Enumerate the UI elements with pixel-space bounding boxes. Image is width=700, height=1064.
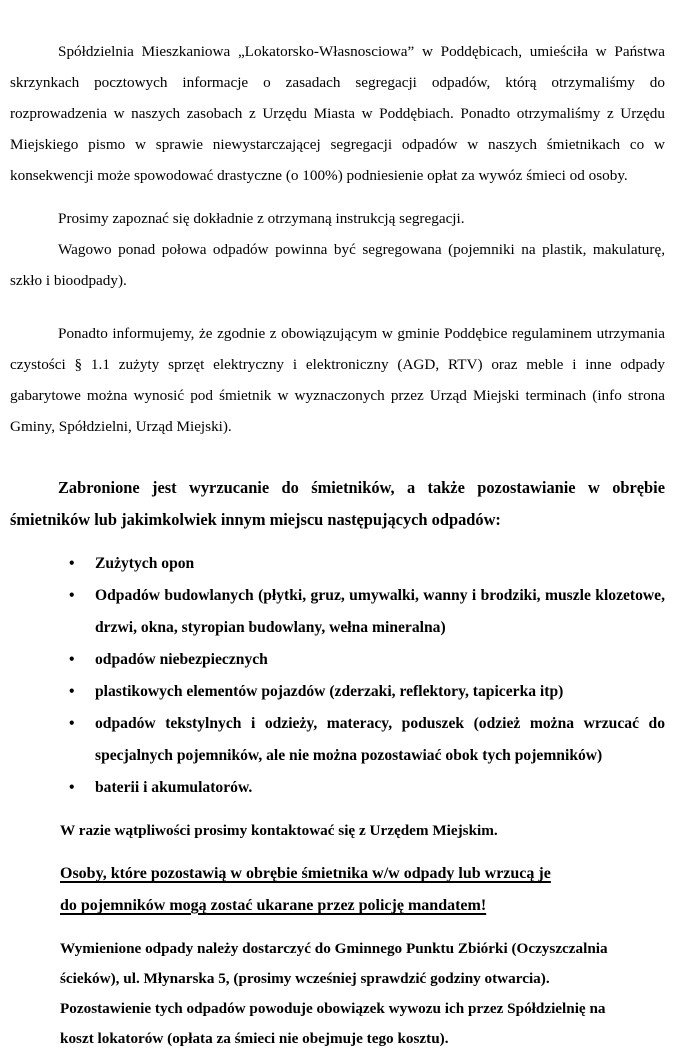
- prohibition-heading: Zabronione jest wyrzucanie do śmietników, a także pozostawianie w obrębie śmietników lub jakimkolwiek innym miejscu następujących odpadów:: [10, 478, 665, 529]
- list-item-label: odpadów tekstylnych i odzieży, materacy, poduszek (odzież można wrzucać do specjalnych pojemników, ale nie można pozostawiać obok tych pojemników): [95, 715, 665, 764]
- spacer: [10, 191, 665, 203]
- penalty-warning-line-1: Osoby, które pozostawią w obrębie śmietnika w/w odpady lub wrzucą je: [60, 865, 551, 882]
- list-item: [10, 644, 665, 676]
- intro-paragraph-3: Wagowo ponad połowa odpadów powinna być segregowana (pojemniki na plastik, makulaturę, szkło i bioodpady).: [10, 241, 665, 289]
- spacer: [10, 442, 665, 472]
- penalty-warning-line-2: do pojemników mogą zostać ukarane przez policję mandatem!: [60, 897, 487, 914]
- list-item-label: plastikowych elementów pojazdów (zderzaki, reflektory, tapicerka itp): [95, 683, 564, 700]
- bullet-icon: •: [69, 587, 75, 604]
- spacer: [10, 922, 665, 934]
- intro-paragraph-2: Prosimy zapoznać się dokładnie z otrzymaną instrukcją segregacji.: [58, 210, 465, 227]
- bullet-icon: •: [69, 555, 75, 572]
- cost-notice: [10, 994, 665, 1054]
- delivery-line-2: ścieków), ul. Młynarska 5, (prosimy wcześniej sprawdzić godziny otwarcia).: [60, 970, 550, 987]
- intro-paragraph-4: Ponadto informujemy, że zgodnie z obowiązującym w gminie Poddębice regulaminem utrzymania czystości § 1.1 zużyty sprzęt elektryczny i elektroniczny (AGD, RTV) oraz meble i inne odpady gabarytowe można wynosić pod śmietnik w wyznaczonych przez Urząd Miejski terminach (info strona Gminy, Spółdzielni, Urząd Miejski).: [10, 325, 665, 435]
- bullet-icon: •: [69, 715, 75, 732]
- delivery-line-1: Wymienione odpady należy dostarczyć do Gminnego Punktu Zbiórki (Oczyszczalnia: [60, 940, 608, 957]
- list-item: [10, 708, 665, 772]
- spacer: [10, 846, 665, 858]
- cost-line-2: koszt lokatorów (opłata za śmieci nie obejmuje tego kosztu).: [60, 1030, 449, 1047]
- intro-paragraph-1: Spółdzielnia Mieszkaniowa „Lokatorsko-Własnosciowa” w Poddębicach, umieściła w Państwa skrzynkach pocztowych informacje o zasadach segregacji odpadów, którą otrzymaliśmy do rozprowadzenia w naszych zasobach z Urzędu Miasta w Poddębiach. Ponadto otrzymaliśmy z Urzędu Miejskiego pismo w sprawie niewystarczającej segregacji odpadów w naszych śmietnikach co w konsekwencji może spowodować drastyczne (o 100%) podniesienie opłat za wywóz śmieci od osoby.: [10, 43, 665, 184]
- list-item: [10, 580, 665, 644]
- bullet-icon: •: [69, 683, 75, 700]
- list-item-label: baterii i akumulatorów.: [95, 779, 253, 796]
- bullet-icon: •: [69, 651, 75, 668]
- cost-line-1: Pozostawienie tych odpadów powoduje obowiązek wywozu ich przez Spółdzielnię na: [60, 1000, 606, 1017]
- penalty-warning: [10, 858, 665, 922]
- list-item: [10, 772, 665, 804]
- delivery-instructions: [10, 934, 665, 994]
- bullet-icon: •: [69, 779, 75, 796]
- contact-line: W razie wątpliwości prosimy kontaktować się z Urzędem Miejskim.: [60, 822, 498, 839]
- list-item-label: Zużytych opon: [95, 555, 195, 572]
- list-item-label: odpadów niebezpiecznych: [95, 651, 268, 668]
- spacer: [10, 804, 665, 816]
- spacer: [10, 296, 665, 318]
- prohibited-items-list: [10, 548, 665, 804]
- list-item-label: Odpadów budowlanych (płytki, gruz, umywalki, wanny i brodziki, muszle klozetowe, drzwi, okna, styropian budowlany, wełna mineralna): [95, 587, 665, 636]
- spacer: [10, 536, 665, 548]
- list-item: [10, 548, 665, 580]
- list-item: [10, 676, 665, 708]
